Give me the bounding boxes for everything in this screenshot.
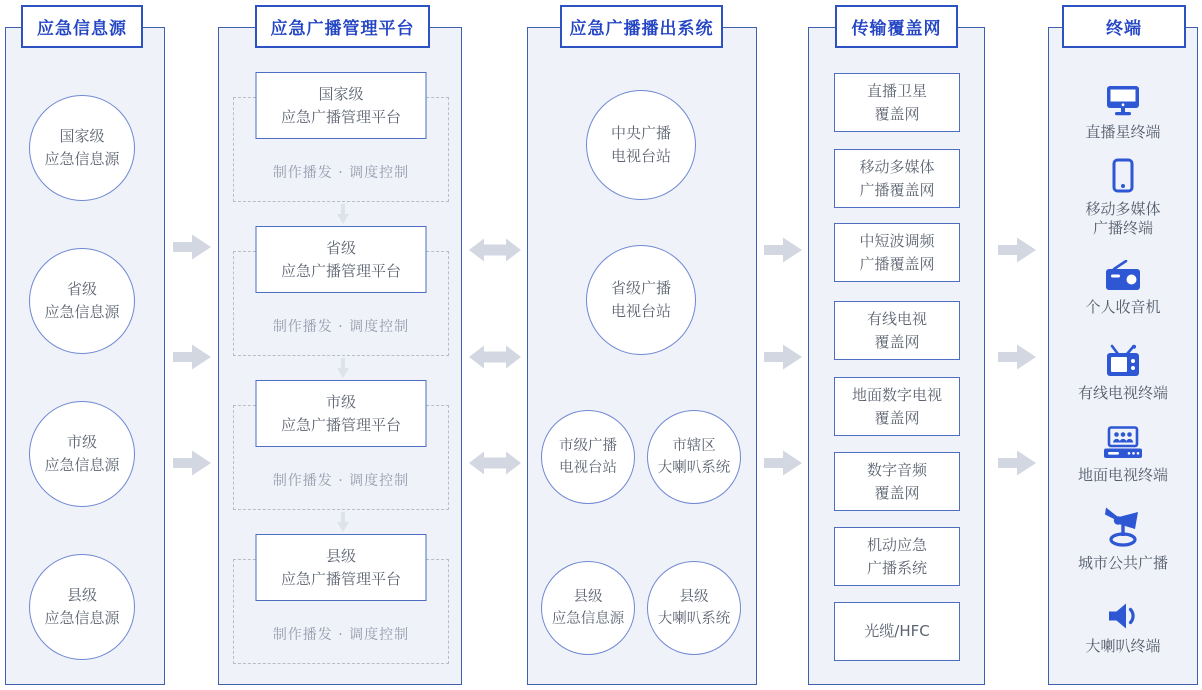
broadcast-node-central-station — [586, 90, 696, 200]
source-node-national — [29, 95, 135, 201]
management-platform-box — [256, 380, 427, 447]
flow-arrow-down-icon — [337, 358, 349, 378]
broadcast-node-district-loudspeaker — [647, 410, 741, 504]
node-line: 市级 — [325, 392, 356, 411]
terminal-label: 个人收音机 — [1085, 298, 1161, 316]
network-box-fiber-hfc — [834, 602, 960, 661]
terminal-label: 移动多媒体 — [1085, 200, 1161, 218]
source-node-provincial — [29, 248, 135, 354]
network-box-am-fm — [834, 223, 960, 282]
node-line: 广播覆盖网 — [859, 254, 935, 273]
terminal-label: 大喇叭终端 — [1085, 637, 1161, 655]
source-node-county — [29, 554, 135, 660]
node-line: 国家级 — [59, 127, 105, 145]
flow-arrow-right-icon — [763, 448, 803, 478]
management-column-header — [255, 5, 430, 48]
flow-arrow-right-icon — [172, 232, 212, 262]
node-line: 省级 — [325, 238, 356, 257]
terminal-item-cable-tv — [1048, 344, 1198, 403]
node-line: 广播覆盖网 — [859, 180, 935, 199]
node-line: 广播系统 — [866, 558, 927, 577]
node-line: 县级 — [325, 546, 356, 565]
node-line: 覆盖网 — [874, 483, 920, 502]
node-line: 电视台站 — [610, 302, 671, 320]
node-line: 县级 — [679, 589, 709, 605]
sources-column-header — [21, 5, 143, 48]
flow-arrow-bidirectional-icon — [468, 342, 522, 372]
broadcast-column-title: 应急广播播出系统 — [569, 19, 714, 39]
node-line: 应急信息源 — [44, 150, 120, 168]
broadcast-node-city-station — [541, 410, 635, 504]
node-line: 电视台站 — [559, 460, 617, 476]
flow-arrow-right-icon — [997, 342, 1037, 372]
node-line: 中短波调频 — [859, 231, 935, 250]
network-column-header — [835, 5, 958, 48]
sources-column-title: 应急信息源 — [37, 19, 127, 39]
terminals-column-title: 终端 — [1106, 19, 1142, 39]
management-caption: 制作播发 · 调度控制 — [272, 627, 410, 643]
node-line: 机动应急 — [866, 535, 927, 554]
loudspeaker-terminal-icon — [1108, 602, 1138, 630]
broadcast-node-county-source — [541, 561, 635, 655]
node-line: 直播卫星 — [866, 81, 927, 100]
broadcast-column-header — [560, 5, 723, 48]
satellite-tv-terminal-icon — [1106, 85, 1140, 116]
management-platform-box — [256, 72, 427, 139]
terminal-label: 广播终端 — [1092, 219, 1153, 237]
node-line: 应急广播管理平台 — [280, 415, 401, 434]
terminal-label: 直播星终端 — [1085, 123, 1161, 141]
mobile-multimedia-terminal-icon — [1112, 158, 1134, 193]
management-platform-box — [256, 226, 427, 293]
node-line: 市级广播 — [559, 438, 617, 454]
broadcast-node-county-loudspeaker — [647, 561, 741, 655]
management-group-city — [233, 380, 449, 510]
node-line: 县级 — [573, 589, 603, 605]
node-line: 市辖区 — [672, 438, 716, 454]
management-caption: 制作播发 · 调度控制 — [272, 319, 410, 335]
terminal-label: 有线电视终端 — [1077, 384, 1168, 402]
node-line: 中央广播 — [610, 124, 671, 142]
flow-arrow-right-icon — [997, 235, 1037, 265]
network-box-satellite — [834, 73, 960, 132]
network-box-terrestrial-dtv — [834, 377, 960, 436]
node-line: 国家级 — [318, 84, 364, 103]
node-line: 应急广播管理平台 — [280, 261, 401, 280]
network-box-digital-audio — [834, 452, 960, 511]
node-line: 电视台站 — [610, 147, 671, 165]
terminal-item-satellite-tv — [1048, 85, 1198, 142]
node-line: 有线电视 — [866, 309, 927, 328]
flow-arrow-right-icon — [763, 342, 803, 372]
source-node-city — [29, 401, 135, 507]
terminal-label: 城市公共广播 — [1077, 554, 1168, 572]
flow-arrow-bidirectional-icon — [468, 235, 522, 265]
flow-arrow-right-icon — [172, 342, 212, 372]
network-box-cable-tv — [834, 301, 960, 360]
management-column-title: 应急广播管理平台 — [270, 19, 415, 39]
flow-arrow-down-icon — [337, 512, 349, 532]
node-line: 应急信息源 — [44, 609, 120, 627]
node-line: 地面数字电视 — [851, 385, 942, 404]
flow-arrow-down-icon — [337, 204, 349, 224]
node-line: 省级广播 — [610, 279, 671, 297]
terrestrial-tv-terminal-icon — [1103, 426, 1143, 459]
management-group-national — [233, 72, 449, 202]
flow-arrow-right-icon — [997, 448, 1037, 478]
terminal-item-mobile-multimedia — [1048, 158, 1198, 238]
node-line: 应急广播管理平台 — [280, 107, 401, 126]
node-line: 省级 — [66, 280, 97, 298]
node-line: 应急信息源 — [44, 456, 120, 474]
node-line: 应急信息源 — [551, 611, 625, 627]
node-line: 覆盖网 — [874, 408, 920, 427]
node-line: 县级 — [66, 586, 97, 604]
terminal-item-personal-radio — [1048, 260, 1198, 317]
management-caption: 制作播发 · 调度控制 — [272, 473, 410, 489]
broadcast-node-provincial-station — [586, 245, 696, 355]
flow-arrow-bidirectional-icon — [468, 448, 522, 478]
node-line: 覆盖网 — [874, 104, 920, 123]
network-column-title: 传输覆盖网 — [851, 19, 942, 39]
network-box-mobile-multimedia — [834, 149, 960, 208]
cable-tv-terminal-icon — [1106, 344, 1140, 377]
terminal-item-city-public-broadcast — [1048, 506, 1198, 573]
node-line: 数字音频 — [866, 460, 927, 479]
management-caption: 制作播发 · 调度控制 — [272, 165, 410, 181]
node-line: 大喇叭系统 — [657, 611, 731, 627]
network-box-mobile-emergency — [834, 527, 960, 586]
node-line: 光缆/HFC — [864, 622, 930, 640]
personal-radio-icon — [1105, 260, 1141, 291]
node-line: 覆盖网 — [874, 332, 920, 351]
node-line: 市级 — [66, 433, 97, 451]
terminal-label: 地面电视终端 — [1077, 466, 1168, 484]
terminal-item-terrestrial-tv — [1048, 426, 1198, 485]
terminal-item-loudspeaker — [1048, 602, 1198, 656]
city-public-broadcast-icon — [1104, 506, 1142, 547]
terminals-column-header — [1062, 5, 1186, 48]
node-line: 大喇叭系统 — [657, 460, 731, 476]
flow-arrow-right-icon — [763, 235, 803, 265]
management-platform-box — [256, 534, 427, 601]
node-line: 移动多媒体 — [859, 157, 935, 176]
management-group-provincial — [233, 226, 449, 356]
flow-arrow-right-icon — [172, 448, 212, 478]
node-line: 应急信息源 — [44, 303, 120, 321]
management-group-county — [233, 534, 449, 664]
node-line: 应急广播管理平台 — [280, 569, 401, 588]
